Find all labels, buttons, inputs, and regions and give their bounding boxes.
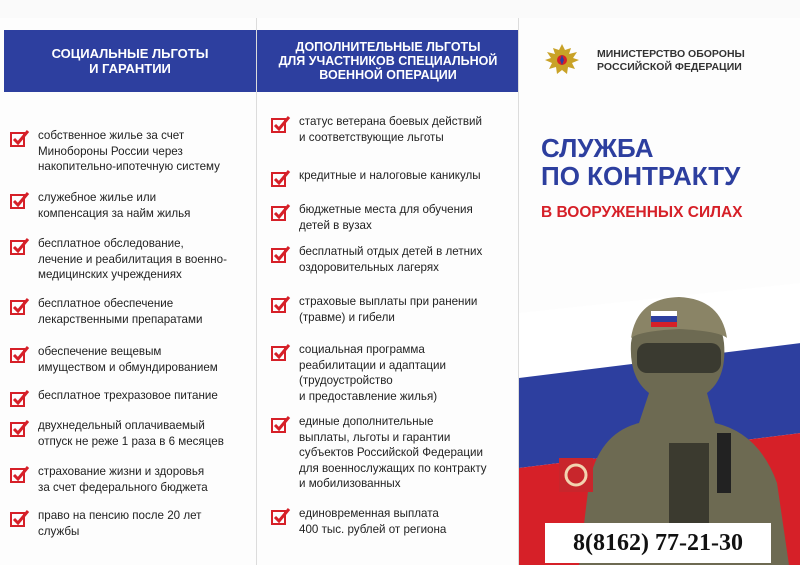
list-item: бесплатное обследование, лечение и реабилитация в военно- медицинских учреждениях [0, 236, 256, 283]
list-item: двухнедельный оплачиваемый отпуск не реже 1 раза в 6 месяцев [0, 418, 256, 449]
checkmark-icon [271, 344, 291, 362]
list-item: кредитные и налоговые каникулы [257, 168, 519, 188]
phone-number[interactable]: 8(8162) 77-21-30 [545, 523, 771, 563]
panel-social-benefits [0, 18, 256, 565]
checkmark-icon [271, 508, 291, 526]
checkmark-icon [10, 192, 30, 210]
checkmark-icon [10, 130, 30, 148]
list-item: бесплатное трехразовое питание [0, 388, 256, 408]
panel2-heading: ДОПОЛНИТЕЛЬНЫЕ ЛЬГОТЫ ДЛЯ УЧАСТНИКОВ СПЕЦИАЛЬНОЙ ВОЕННОЙ ОПЕРАЦИИ [257, 30, 519, 92]
list-item: социальная программа реабилитации и адаптации (трудоустройство и предоставление жилья) [257, 342, 519, 404]
checkmark-icon [10, 420, 30, 438]
list-item: статус ветерана боевых действий и соответствующие льготы [257, 114, 519, 145]
list-item: бесплатное обеспечение лекарственными препаратами [0, 296, 256, 327]
checkmark-icon [271, 204, 291, 222]
list-item: служебное жилье или компенсация за найм жилья [0, 190, 256, 221]
list-item: страхование жизни и здоровья за счет федерального бюджета [0, 464, 256, 495]
list-item: право на пенсию после 20 лет службы [0, 508, 256, 539]
ministry-name: МИНИСТЕРСТВО ОБОРОНЫ РОССИЙСКОЙ ФЕДЕРАЦИИ [597, 48, 745, 73]
checkmark-icon [10, 510, 30, 528]
list-item: единые дополнительные выплаты, льготы и гарантии субъектов Российской Федерации для военнослужащих по контракту и мобилизованных [257, 414, 519, 492]
list-item: страховые выплаты при ранении (травме) и гибели [257, 294, 519, 325]
checkmark-icon [271, 416, 291, 434]
checkmark-icon [10, 346, 30, 364]
checkmark-icon [10, 390, 30, 408]
list-item: бесплатный отдых детей в летних оздоровительных лагерях [257, 244, 519, 275]
panel-svo-benefits [256, 18, 519, 565]
eagle-emblem-icon [541, 40, 583, 82]
list-item: собственное жилье за счет Минобороны России через накопительно-ипотечную систему [0, 128, 256, 175]
checkmark-icon [10, 466, 30, 484]
ministry-brand [541, 40, 745, 82]
checkmark-icon [10, 238, 30, 256]
checkmark-icon [10, 298, 30, 316]
checkmark-icon [271, 170, 291, 188]
list-item: бюджетные места для обучения детей в вузах [257, 202, 519, 233]
list-item: единовременная выплата 400 тыс. рублей от региона [257, 506, 519, 537]
checkmark-icon [271, 296, 291, 314]
checkmark-icon [271, 246, 291, 264]
title-sub: В ВООРУЖЕННЫХ СИЛАХ [541, 204, 743, 221]
title-main: СЛУЖБА ПО КОНТРАКТУ [541, 133, 741, 191]
panel-cover [518, 18, 800, 565]
list-item: обеспечение вещевым имуществом и обмундированием [0, 344, 256, 375]
checkmark-icon [271, 116, 291, 134]
panel1-heading: СОЦИАЛЬНЫЕ ЛЬГОТЫ И ГАРАНТИИ [4, 30, 256, 92]
